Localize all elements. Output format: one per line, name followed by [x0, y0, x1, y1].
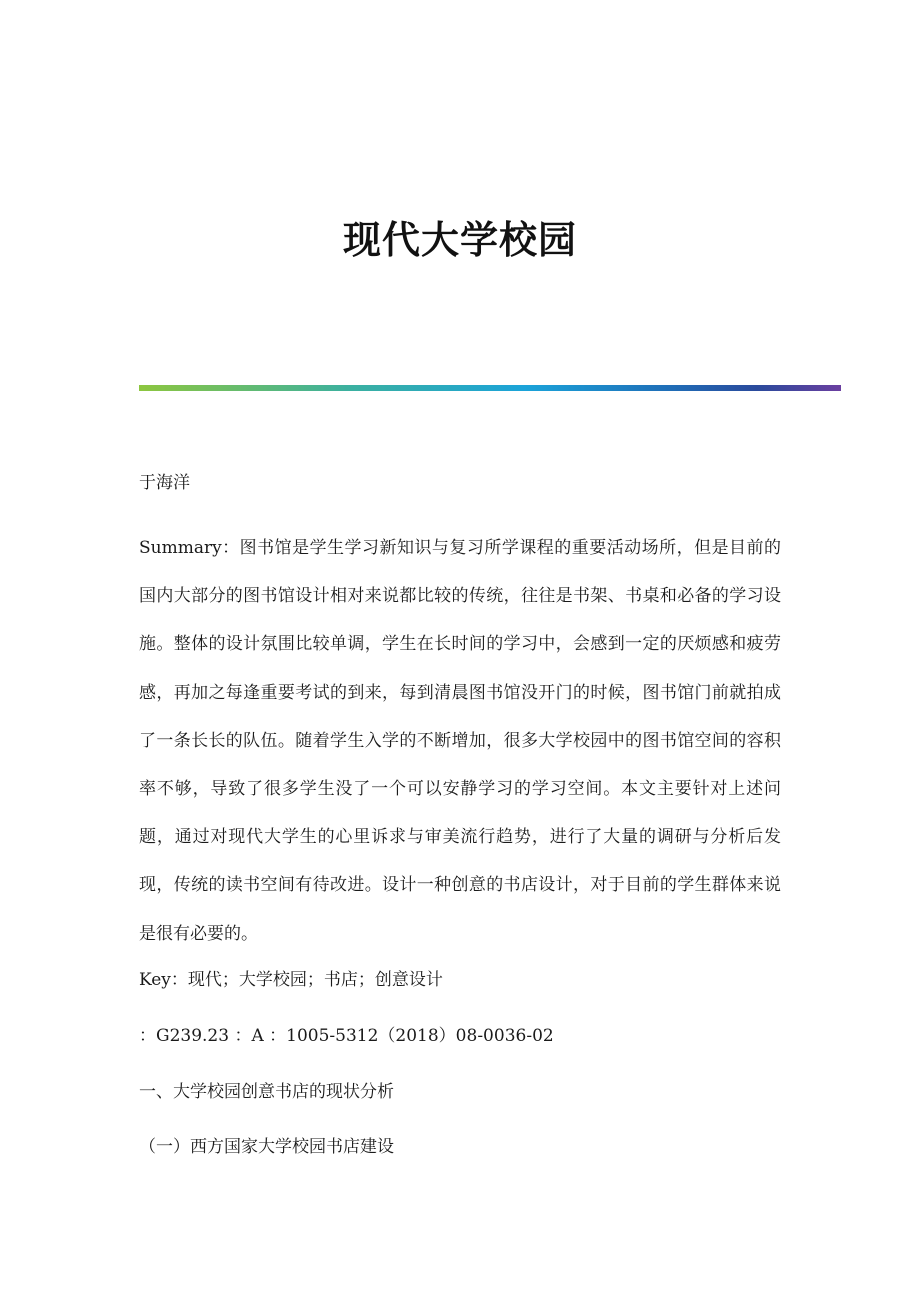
keywords-line: Key：现代；大学校园；书店；创意设计	[139, 970, 443, 990]
title-divider-rule	[139, 385, 841, 391]
document-title: 现代大学校园	[342, 217, 577, 262]
abstract-text: 图书馆是学生学习新知识与复习所学课程的重要活动场所，但是目前的国内大部分的图书馆设计相对来说都比较的传统，往往是书架、书桌和必备的学习设施。整体的设计氛围比较单调，学生在长时间的学习中，会感到一定的厌烦感和疲劳感，再加之每逢重要考试的到来，每到清晨图书馆没开门的时候，图书馆门前就拍成了一条长长的队伍。随着学生入学的不断增加，很多大学校园中的图书馆空间的容积率不够，导致了很多学生没了一个可以安静学习的学习空间。本文主要针对上述问题，通过对现代大学生的心里诉求与审美流行趋势，进行了大量的调研与分析后发现，传统的读书空间有待改进。设计一种创意的书店设计，对于目前的学生群体来说是很有必要的。	[139, 538, 782, 944]
abstract-label: Summary：	[139, 538, 240, 558]
abstract-paragraph	[139, 524, 781, 958]
section-heading-1: 一、大学校园创意书店的现状分析	[139, 1082, 394, 1102]
section-heading-1-1: （一）西方国家大学校园书店建设	[139, 1137, 394, 1157]
author-name: 于海洋	[139, 473, 190, 493]
classification-line: ：G239.23 ：A ：1005-5312（2018）08-0036-02	[139, 1026, 554, 1046]
